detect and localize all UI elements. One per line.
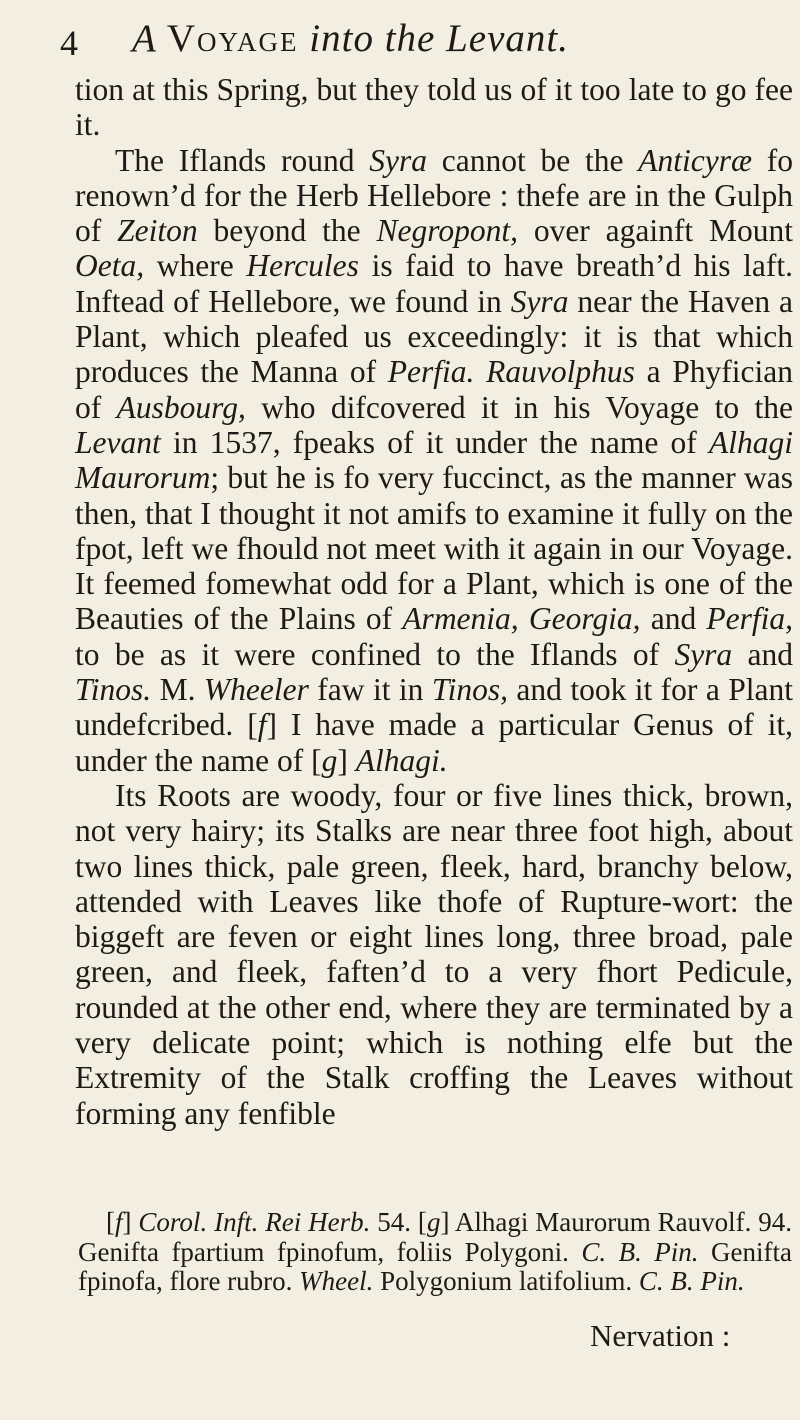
paragraph [75,143,793,778]
text-run: who difcovered it in his Voyage to the [245,389,793,425]
italic-run: Zeiton [117,213,198,249]
italic-run: g [426,1207,441,1237]
text-run: where [144,248,247,284]
paragraph [75,72,793,143]
italic-run: C. B. Pin. [638,1266,745,1296]
paragraph [75,778,793,1131]
text-run: ] Alhagi Maurorum Rauvolf. 94. Genifta fpartium fpinofum, foliis Polygoni. [78,1207,793,1267]
italic-run: Oeta, [75,248,145,284]
text-run: ; but he is fo very fuccinct, as the manner was then, that I thought it not amifs to examine it fully on the fpot, left we fhould not meet with it again in our Voyage. It feemed fomewhat odd for a Plant, which is one of the Beauties of the Plains of [75,460,793,637]
italic-run: Tinos. [75,672,152,708]
title-initial: A [132,17,157,60]
text-run: The Iflands round [115,142,370,178]
text-run: beyond the [197,213,377,249]
text-run: tion at this Spring, but they told us of it too late to go fee it. [75,72,793,143]
text-run: and took it for a Plant undefcribed. [ [75,672,793,743]
italic-run: Rauvolphus [486,354,635,390]
italic-run: f [257,707,267,743]
italic-run: Levant [75,424,161,460]
footnotes [78,1208,792,1297]
title-word: Voyage [166,17,299,60]
text-run: [ [106,1207,115,1237]
italic-run: f [115,1207,123,1237]
text-run: ] [337,742,356,778]
text-run [474,354,486,389]
text-run: and [640,601,707,637]
text-run: Its Roots are woody, four or five lines thick, brown, not very hairy; its Stalks are near three foot high, about two lines thick, pale green, fleek, hard, branchy below, attended with Leaves like thofe of Rupture-wort: the biggeft are feven or eight lines long, three broad, pale green, and fleek, faften’d to a very fhort Pedicule, rounded at the other end, where they are terminated by a very delicate point; which is nothing elfe but the Extremity of the Stalk croffing the Leaves without forming any fenfible [75,777,793,1131]
text-run: M. [151,672,204,708]
text-run: in 1537, fpeaks of it under the name of [160,424,709,460]
text-run: and [732,636,794,672]
italic-run: Corol. Inft. Rei Herb. [138,1207,371,1237]
text-run: Genifta fpinofa, flore rubro. [78,1236,792,1296]
italic-run: Ausbourg, [116,389,246,425]
text-run: over againft Mount [517,213,794,249]
text-run: 54. [ [370,1207,427,1237]
italic-run: Wheel. [299,1266,374,1296]
title-rest: into the Levant. [309,17,570,60]
italic-run: Perfia. [387,354,475,390]
italic-run: Armenia, Georgia, [402,601,641,637]
italic-run: C. B. Pin. [581,1236,699,1267]
italic-run: g [321,742,338,778]
italic-run: Syra [674,636,733,672]
text-run: Polygonium latifolium. [373,1266,639,1296]
italic-run: Alhagi Maurorum [75,424,793,496]
italic-run: Perfia, [706,601,793,637]
italic-run: Tinos, [431,672,508,708]
text-run: cannot be the [427,142,639,178]
text-run: is faid to have breath’d his laft. Inftead of Hellebore, we found in [75,248,793,319]
running-header [60,16,780,74]
italic-run: Anticyræ [638,142,752,178]
italic-run: Syra [510,283,569,319]
catchword: Nervation : [590,1318,731,1353]
text-run: ] [122,1207,139,1237]
text-run: faw it in [308,672,432,708]
footnote-text [78,1208,792,1297]
text-run: a Phyfician of [75,354,793,425]
body-text [75,72,793,1131]
italic-run: Negropont, [376,213,518,249]
page-number: 4 [60,23,79,63]
text-run: to be as it were confined to the Iflands of [75,636,675,672]
italic-run: Hercules [246,248,359,284]
text-run: near the Haven a Plant, which pleafed us exceedingly: it is that which produces the Manna of [75,283,793,390]
italic-run: Syra [369,142,427,178]
text-run: fo renown’d for the Herb Hellebore : thefe are in the Gulph of [75,142,793,249]
running-title [132,16,569,61]
italic-run: Alhagi. [355,742,448,778]
text-run: ] I have made a particular Genus of it, under the name of [ [75,707,793,778]
italic-run: Wheeler [203,672,309,708]
